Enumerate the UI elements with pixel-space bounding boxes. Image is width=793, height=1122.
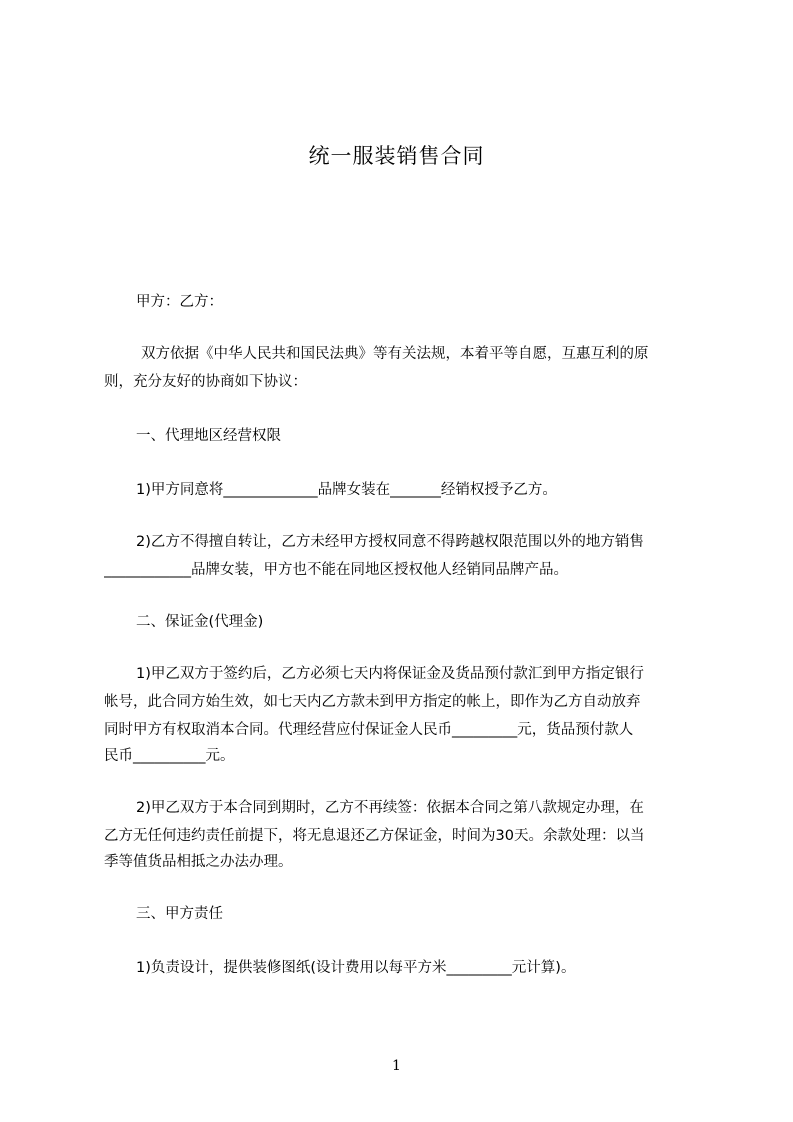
clause-2-2-line-1: 2)甲乙双方于本合同到期时，乙方不再续签：依据本合同之第八款规定办理，在 [136, 800, 644, 816]
preamble-line-2: 则，充分友好的协商如下协议： [104, 374, 307, 390]
clause-2-1-line-4: 民币__________元。 [104, 748, 235, 764]
clause-3-1: 1)负责设计，提供装修图纸(设计费用以每平方米_________元计算)。 [136, 960, 576, 976]
clause-1-2-line-2: ____________品牌女装，甲方也不能在同地区授权他人经销同品牌产品。 [104, 562, 568, 578]
clause-1-1: 1)甲方同意将_____________品牌女装在_______经销权授予乙方。 [136, 482, 557, 498]
section-2-heading: 二、保证金(代理金) [136, 614, 264, 630]
contract-title: 统一服装销售合同 [308, 144, 485, 168]
clause-2-2-line-2: 乙方无任何违约责任前提下，将无息退还乙方保证金，时间为30天。余款处理：以当 [104, 828, 645, 844]
clause-2-2-line-3: 季等值货品相抵之办法办理。 [104, 854, 293, 870]
clause-1-2-line-1: 2)乙方不得擅自转让，乙方未经甲方授权同意不得跨越权限范围以外的地方销售 [136, 534, 644, 550]
page-number: 1 [392, 1058, 401, 1074]
preamble-line-1: 双方依据《中华人民共和国民法典》等有关法规，本着平等自愿，互惠互利的原 [141, 346, 649, 362]
clause-2-1-line-3: 同时甲方有权取消本合同。代理经营应付保证金人民币_________元，货品预付款人 [104, 722, 634, 738]
clause-2-1-line-2: 帐号，此合同方始生效，如七天内乙方款未到甲方指定的帐上，即作为乙方自动放弃 [104, 694, 641, 710]
section-3-heading: 三、甲方责任 [136, 906, 223, 922]
section-1-heading: 一、代理地区经营权限 [136, 428, 281, 444]
parties-line: 甲方：乙方： [136, 294, 223, 310]
clause-2-1-line-1: 1)甲乙双方于签约后，乙方必须七天内将保证金及货品预付款汇到甲方指定银行 [136, 666, 644, 682]
